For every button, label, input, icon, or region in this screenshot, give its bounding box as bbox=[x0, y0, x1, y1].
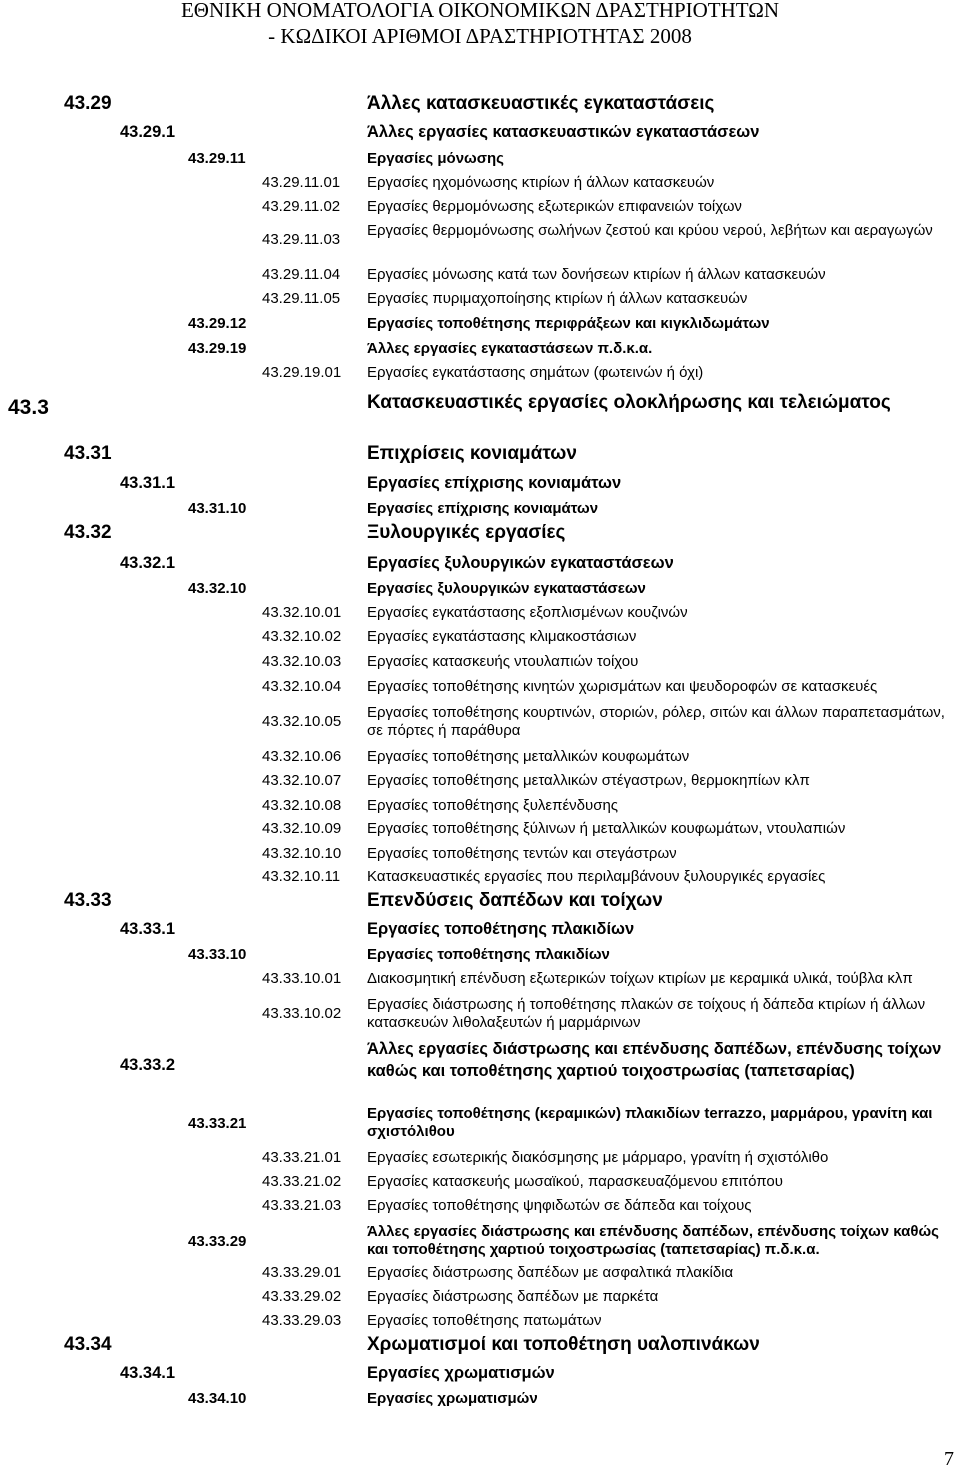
row-description: Κατασκευαστικές εργασίες που περιλαμβάνουν ξυλουργικές εργασίες bbox=[367, 868, 826, 885]
row-code: 43.32.10.11 bbox=[262, 868, 341, 885]
row-code: 43.29.11.03 bbox=[262, 231, 341, 248]
row-code: 43.32.10.02 bbox=[262, 628, 342, 645]
row-description: Εργασίες τοποθέτησης πλακιδίων bbox=[367, 946, 610, 963]
row-description: Επενδύσεις δαπέδων και τοίχων bbox=[367, 890, 663, 911]
row-description: Εργασίες τοποθέτησης περιφράξεων και κιγκλιδωμάτων bbox=[367, 315, 770, 332]
row-code: 43.33 bbox=[64, 890, 112, 911]
row-description: Εργασίες τοποθέτησης κινητών χωρισμάτων και ψευδοροφών σε κατασκευές bbox=[367, 678, 878, 695]
row-description: Χρωματισμοί και τοποθέτηση υαλοπινάκων bbox=[367, 1334, 760, 1355]
row-code: 43.31 bbox=[64, 443, 112, 464]
row-description: Εργασίες θερμομόνωσης σωλήνων ζεστού και κρύου νερού, λεβήτων και αεραγωγών bbox=[367, 222, 933, 239]
row-description: Εργασίες επίχρισης κονιαμάτων bbox=[367, 500, 599, 517]
row-code: 43.33.2 bbox=[120, 1056, 176, 1074]
row-code: 43.29.19 bbox=[188, 340, 247, 357]
row-code: 43.32.10.10 bbox=[262, 845, 342, 862]
row-description: Άλλες εργασίες διάστρωσης και επένδυσης δαπέδων, επένδυσης τοίχων καθώς και τοποθέτησης χαρτιού τοιχοστρωσίας (ταπετσαρίας) bbox=[367, 1040, 942, 1080]
row-description: Εργασίες τοποθέτησης ξύλινων ή μεταλλικών κουφωμάτων, ντουλαπιών bbox=[367, 820, 846, 837]
row-code: 43.32.10.03 bbox=[262, 653, 342, 670]
row-code: 43.29.19.01 bbox=[262, 364, 342, 381]
row-code: 43.32 bbox=[64, 522, 112, 543]
row-description: Εργασίες μόνωσης κατά των δονήσεων κτιρίων ή άλλων κατασκευών bbox=[367, 266, 826, 283]
row-description: Εργασίες τοποθέτησης ψηφιδωτών σε δάπεδα και τοίχους bbox=[367, 1197, 752, 1214]
row-code: 43.31.1 bbox=[120, 474, 176, 492]
row-description: Εργασίες επίχρισης κονιαμάτων bbox=[367, 474, 622, 492]
row-description: Άλλες εργασίες κατασκευαστικών εγκαταστάσεων bbox=[367, 123, 760, 141]
row-description: Άλλες κατασκευαστικές εγκαταστάσεις bbox=[367, 93, 715, 114]
row-code: 43.33.21.02 bbox=[262, 1173, 342, 1190]
row-description: Εργασίες μόνωσης bbox=[367, 150, 504, 167]
row-code: 43.33.21.01 bbox=[262, 1149, 342, 1166]
row-code: 43.29.12 bbox=[188, 315, 247, 332]
row-code: 43.29.11.02 bbox=[262, 198, 341, 215]
row-code: 43.32.10.06 bbox=[262, 748, 342, 765]
document-subtitle: - ΚΩΔΙΚΟΙ ΑΡΙΘΜΟΙ ΔΡΑΣΤΗΡΙΟΤΗΤΑΣ 2008 bbox=[268, 24, 692, 48]
row-description: Άλλες εργασίες διάστρωσης και επένδυσης δαπέδων, επένδυσης τοίχων καθώς και τοποθέτησης χαρτιού τοιχοστρωσίας (ταπετσαρίας) π.δ.κ.α. bbox=[367, 1223, 939, 1258]
row-code: 43.32.10.08 bbox=[262, 797, 342, 814]
row-description: Εργασίες χρωματισμών bbox=[367, 1364, 555, 1382]
row-description: Εργασίες τοποθέτησης μεταλλικών κουφωμάτων bbox=[367, 748, 690, 765]
section-code-label: 43.3 bbox=[8, 396, 49, 419]
row-code: 43.29.11.04 bbox=[262, 266, 341, 283]
row-description: Εργασίες ξυλουργικών εγκαταστάσεων bbox=[367, 580, 646, 597]
row-description: Εργασίες εγκατάστασης εξοπλισμένων κουζινών bbox=[367, 604, 688, 621]
row-description: Άλλες εργασίες εγκαταστάσεων π.δ.κ.α. bbox=[367, 340, 653, 357]
row-code: 43.33.29.01 bbox=[262, 1264, 342, 1281]
row-code: 43.29.11.05 bbox=[262, 290, 341, 307]
row-code: 43.29.1 bbox=[120, 123, 176, 141]
row-code: 43.32.1 bbox=[120, 554, 176, 572]
row-code: 43.29 bbox=[64, 93, 112, 114]
row-code: 43.29.11.01 bbox=[262, 174, 341, 191]
row-description: Διακοσμητική επένδυση εξωτερικών τοίχων κτιρίων με κεραμικά υλικά, τούβλα κλπ bbox=[367, 970, 913, 987]
row-description: Εργασίες τοποθέτησης ξυλεπένδυσης bbox=[367, 797, 619, 814]
row-code: 43.34.10 bbox=[188, 1390, 247, 1407]
row-code: 43.33.1 bbox=[120, 920, 176, 938]
row-code: 43.31.10 bbox=[188, 500, 247, 517]
row-description: Επιχρίσεις κονιαμάτων bbox=[367, 443, 577, 464]
row-description: Κατασκευαστικές εργασίες ολοκλήρωσης και τελειώματος bbox=[367, 392, 891, 413]
row-description: Εργασίες διάστρωσης δαπέδων με παρκέτα bbox=[367, 1288, 659, 1305]
row-code: 43.32.10.05 bbox=[262, 713, 342, 730]
row-code: 43.33.29.02 bbox=[262, 1288, 342, 1305]
row-description: Εργασίες τοποθέτησης (κεραμικών) πλακιδίων terrazzo, μαρμάρου, γρανίτη και σχιστόλιθου bbox=[367, 1105, 933, 1140]
row-description: Εργασίες ξυλουργικών εγκαταστάσεων bbox=[367, 554, 674, 572]
row-description: Εργασίες θερμομόνωσης εξωτερικών επιφανειών τοίχων bbox=[367, 198, 742, 215]
row-code: 43.32.10.07 bbox=[262, 772, 342, 789]
row-description: Εργασίες κατασκευής ντουλαπιών τοίχου bbox=[367, 653, 639, 670]
row-code: 43.33.29.03 bbox=[262, 1312, 342, 1329]
row-code: 43.29.11 bbox=[188, 150, 246, 167]
row-code: 43.33.10 bbox=[188, 946, 247, 963]
row-code: 43.32.10.04 bbox=[262, 678, 342, 695]
row-description: Εργασίες ηχομόνωσης κτιρίων ή άλλων κατασκευών bbox=[367, 174, 715, 191]
row-code: 43.34 bbox=[64, 1334, 112, 1355]
row-description: Εργασίες διάστρωσης ή τοποθέτησης πλακών σε τοίχους ή δάπεδα κτιρίων ή άλλων κατασκευών λιθολαξευτών ή μαρμάρινων bbox=[367, 996, 926, 1031]
row-description: Εργασίες τοποθέτησης πλακιδίων bbox=[367, 920, 635, 938]
row-description: Εργασίες πυριμαχοποίησης κτιρίων ή άλλων κατασκευών bbox=[367, 290, 748, 307]
row-code: 43.33.29 bbox=[188, 1233, 247, 1250]
row-code: 43.33.10.01 bbox=[262, 970, 342, 987]
row-description: Ξυλουργικές εργασίες bbox=[367, 522, 566, 543]
row-code: 43.33.21 bbox=[188, 1115, 247, 1132]
row-description: Εργασίες εγκατάστασης κλιμακοστάσιων bbox=[367, 628, 637, 645]
row-description: Εργασίες τοποθέτησης κουρτινών, στοριών, ρόλερ, σιτών και άλλων παραπετασμάτων, σε πόρτες ή παράθυρα bbox=[367, 704, 945, 739]
document-title: ΕΘΝΙΚΗ ΟΝΟΜΑΤΟΛΟΓΙΑ ΟΙΚΟΝΟΜΙΚΩΝ ΔΡΑΣΤΗΡΙΟΤΗΤΩΝ bbox=[180, 0, 780, 22]
page-number: 7 bbox=[944, 1448, 954, 1470]
row-code: 43.33.10.02 bbox=[262, 1005, 342, 1022]
row-description: Εργασίες εγκατάστασης σημάτων (φωτεινών ή όχι) bbox=[367, 364, 704, 381]
row-code: 43.32.10.09 bbox=[262, 820, 342, 837]
row-code: 43.32.10.01 bbox=[262, 604, 342, 621]
row-code: 43.33.21.03 bbox=[262, 1197, 342, 1214]
row-code: 43.34.1 bbox=[120, 1364, 176, 1382]
row-description: Εργασίες τοποθέτησης μεταλλικών στέγαστρων, θερμοκηπίων κλπ bbox=[367, 772, 810, 789]
row-description: Εργασίες διάστρωσης δαπέδων με ασφαλτικά πλακίδια bbox=[367, 1264, 734, 1281]
row-code: 43.32.10 bbox=[188, 580, 247, 597]
row-description: Εργασίες τοποθέτησης πατωμάτων bbox=[367, 1312, 602, 1329]
row-description: Εργασίες εσωτερικής διακόσμησης με μάρμαρο, γρανίτη ή σχιστόλιθο bbox=[367, 1149, 829, 1166]
row-description: Εργασίες χρωματισμών bbox=[367, 1390, 538, 1407]
row-description: Εργασίες τοποθέτησης τεντών και στεγάστρων bbox=[367, 845, 677, 862]
row-description: Εργασίες κατασκευής μωσαϊκού, παρασκευαζόμενου επιτόπου bbox=[367, 1173, 783, 1190]
